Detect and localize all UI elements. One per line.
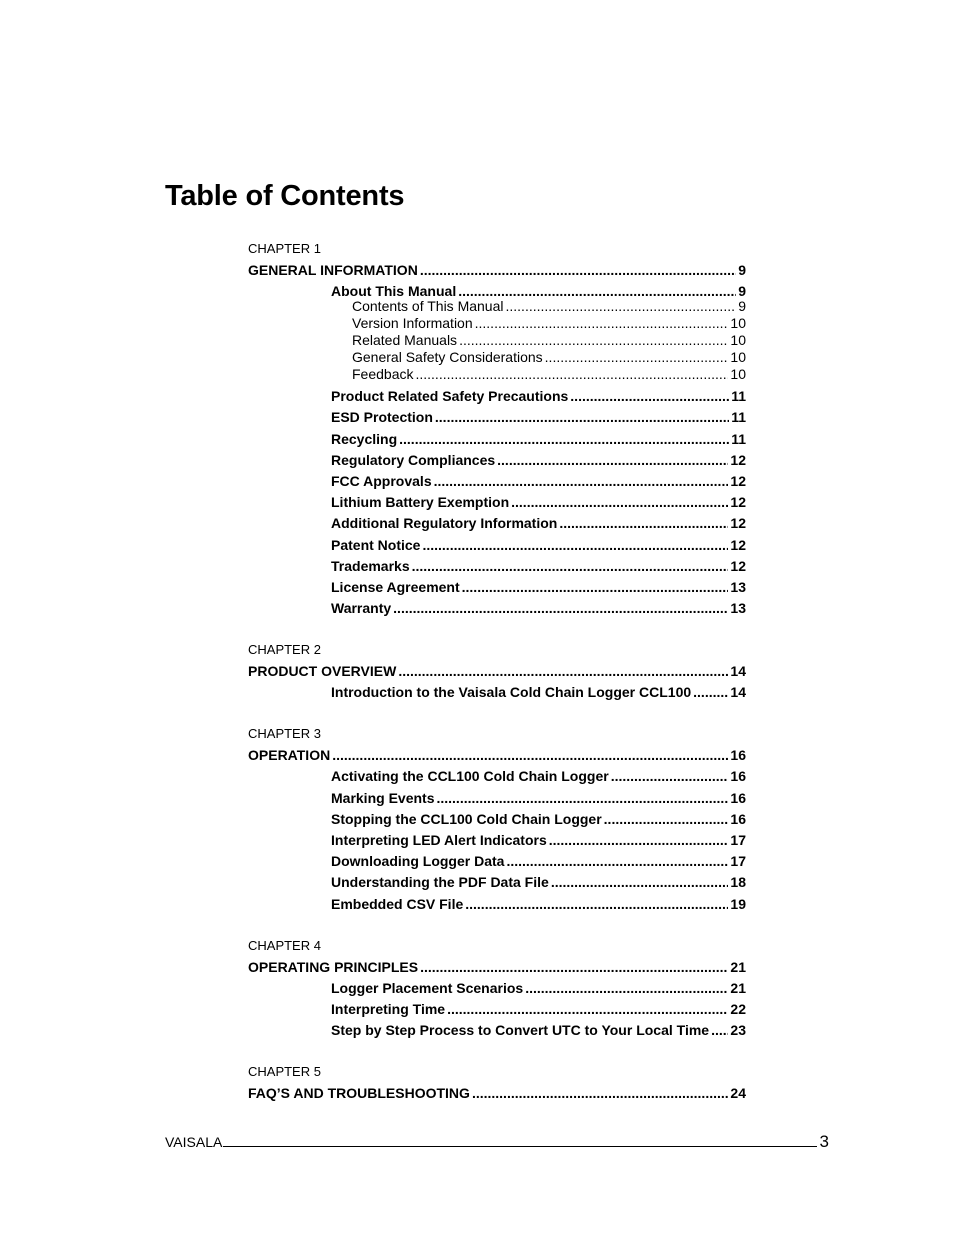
toc-entry-title: Product Related Safety Precautions bbox=[331, 388, 569, 405]
toc-entry-page: 17 bbox=[730, 853, 746, 870]
toc-entry-page: 12 bbox=[730, 494, 746, 511]
page-title: Table of Contents bbox=[165, 180, 405, 212]
toc-entry-page: 23 bbox=[730, 1022, 746, 1039]
toc-entry-title: Downloading Logger Data bbox=[331, 853, 505, 870]
dot-leader bbox=[398, 661, 728, 682]
dot-leader bbox=[475, 315, 729, 332]
dot-leader bbox=[393, 598, 728, 619]
toc-section-entry[interactable] bbox=[331, 535, 746, 556]
toc-entry-title: Warranty bbox=[331, 600, 392, 617]
dot-leader bbox=[511, 492, 728, 513]
dot-leader bbox=[545, 349, 729, 366]
toc-entry-title: PRODUCT OVERVIEW bbox=[248, 663, 397, 680]
toc-entry-page: 16 bbox=[730, 768, 746, 785]
toc-entry-title: GENERAL INFORMATION bbox=[248, 262, 418, 278]
toc-section-entry[interactable] bbox=[331, 429, 746, 450]
chapter-label: CHAPTER 1 bbox=[248, 241, 321, 256]
toc-entry-page: 19 bbox=[730, 895, 746, 912]
toc-section-entry[interactable] bbox=[331, 598, 746, 619]
footer-brand: VAISALA bbox=[165, 1134, 223, 1150]
chapter-heading[interactable] bbox=[248, 1083, 746, 1104]
toc-entry-title: Version Information bbox=[352, 315, 473, 332]
chapter-section bbox=[248, 641, 746, 703]
chapter-section bbox=[248, 937, 746, 1042]
toc-entry-title: Interpreting LED Alert Indicators bbox=[331, 832, 547, 848]
dot-leader bbox=[497, 450, 728, 471]
page-number: 3 bbox=[819, 1132, 829, 1151]
chapter-label: CHAPTER 4 bbox=[248, 937, 321, 953]
toc-section-entry[interactable] bbox=[331, 386, 746, 407]
toc-section-entry[interactable] bbox=[331, 872, 746, 893]
toc-entry-page: 12 bbox=[730, 472, 746, 489]
toc-entry-title: Activating the CCL100 Cold Chain Logger bbox=[331, 768, 609, 785]
toc-section-entry[interactable] bbox=[331, 766, 746, 787]
toc-section-entry[interactable] bbox=[331, 492, 746, 513]
toc-section-entry[interactable] bbox=[331, 577, 746, 598]
toc-entry-page: 11 bbox=[731, 388, 746, 405]
footer-rule bbox=[223, 1130, 816, 1147]
toc-entry-title: General Safety Considerations bbox=[352, 349, 543, 366]
dot-leader bbox=[332, 745, 728, 766]
toc-entry-page: 10 bbox=[730, 315, 746, 332]
toc-section-entry[interactable] bbox=[331, 407, 746, 428]
toc-entry-page: 10 bbox=[730, 332, 746, 349]
chapter-section bbox=[248, 725, 746, 914]
chapter-heading[interactable] bbox=[248, 745, 746, 766]
toc-entry-page: 11 bbox=[731, 430, 746, 447]
toc-entry-page: 10 bbox=[730, 349, 746, 366]
dot-leader bbox=[422, 535, 728, 556]
chapter-section bbox=[248, 1063, 746, 1104]
toc-entry-title: OPERATING PRINCIPLES bbox=[248, 958, 419, 975]
toc-entry-title: Understanding the PDF Data File bbox=[331, 874, 549, 891]
toc-entry-page: 9 bbox=[738, 283, 746, 299]
dot-leader bbox=[559, 513, 728, 534]
toc-entry-page: 10 bbox=[730, 366, 746, 383]
toc-entry-page: 11 bbox=[731, 409, 746, 426]
toc-subsection-entry[interactable] bbox=[352, 315, 746, 332]
toc-entry-title: Lithium Battery Exemption bbox=[331, 494, 510, 511]
toc-entry-page: 16 bbox=[730, 810, 746, 827]
toc-entry-title: Logger Placement Scenarios bbox=[331, 979, 524, 996]
toc-entry-page: 12 bbox=[730, 515, 746, 532]
toc-section-entry[interactable] bbox=[331, 556, 746, 577]
toc-entry-page: 14 bbox=[730, 684, 746, 701]
dot-leader bbox=[465, 894, 728, 915]
toc-subsection-entry[interactable] bbox=[352, 298, 746, 315]
dot-leader bbox=[459, 332, 728, 349]
dot-leader bbox=[412, 556, 729, 577]
toc-entry-page: 13 bbox=[730, 600, 746, 617]
toc-section-entry[interactable] bbox=[331, 1020, 746, 1041]
toc-entry-page: 21 bbox=[730, 979, 746, 996]
toc-section-entry[interactable] bbox=[331, 978, 746, 999]
toc-entry-page: 12 bbox=[730, 557, 746, 574]
toc-entry-page: 13 bbox=[730, 578, 746, 595]
toc-entry-title: Related Manuals bbox=[352, 332, 458, 349]
dot-leader bbox=[399, 429, 729, 450]
dot-leader bbox=[415, 366, 728, 383]
chapter-section bbox=[248, 240, 746, 619]
toc-entry-title: License Agreement bbox=[331, 578, 460, 595]
dot-leader bbox=[711, 1020, 728, 1041]
toc-entry-page: 9 bbox=[738, 262, 746, 278]
chapter-label: CHAPTER 5 bbox=[248, 1064, 321, 1080]
toc-entry-page: 24 bbox=[730, 1085, 746, 1102]
toc-section-entry[interactable] bbox=[331, 851, 746, 872]
toc-entry-title: Embedded CSV File bbox=[331, 895, 464, 912]
toc-subsection-entry[interactable] bbox=[352, 349, 746, 366]
toc-entry-page: 18 bbox=[730, 874, 746, 891]
dot-leader bbox=[420, 957, 728, 978]
toc-entry-page: 17 bbox=[730, 832, 746, 848]
dot-leader bbox=[472, 1083, 728, 1104]
chapter-label: CHAPTER 3 bbox=[248, 726, 321, 742]
toc-entry-title: Recycling bbox=[331, 430, 398, 447]
toc-entry-title: Additional Regulatory Information bbox=[331, 515, 558, 532]
toc-section-entry[interactable] bbox=[331, 830, 746, 851]
toc-section-entry[interactable] bbox=[331, 809, 746, 830]
toc-entry-title: Feedback bbox=[352, 366, 414, 383]
chapter-heading[interactable] bbox=[248, 260, 746, 281]
dot-leader bbox=[420, 260, 736, 281]
toc-entry-title: Stopping the CCL100 Cold Chain Logger bbox=[331, 810, 602, 827]
toc-entry-title: FCC Approvals bbox=[331, 472, 432, 489]
toc-entry-title: Trademarks bbox=[331, 557, 410, 574]
dot-leader bbox=[506, 851, 728, 872]
toc-entry-title: Step by Step Process to Convert UTC to Your Local Time bbox=[331, 1022, 710, 1039]
toc-section-entry[interactable] bbox=[331, 450, 746, 471]
dot-leader bbox=[462, 577, 729, 598]
toc-entry-page: 21 bbox=[730, 958, 746, 975]
dot-leader bbox=[693, 682, 728, 703]
toc-entry-title: OPERATION bbox=[248, 747, 331, 764]
dot-leader bbox=[435, 407, 729, 428]
dot-leader bbox=[570, 386, 729, 407]
toc-entry-page: 16 bbox=[730, 747, 746, 764]
toc-section-entry[interactable] bbox=[331, 682, 746, 703]
toc-section-entry[interactable] bbox=[331, 894, 746, 915]
toc-section-entry[interactable] bbox=[331, 788, 746, 809]
table-of-contents bbox=[248, 240, 746, 1104]
dot-leader bbox=[604, 809, 729, 830]
toc-subsection-entry[interactable] bbox=[352, 332, 746, 349]
toc-section-entry[interactable] bbox=[331, 513, 746, 534]
toc-entry-title: About This Manual bbox=[331, 283, 457, 299]
toc-section-entry[interactable] bbox=[331, 471, 746, 492]
toc-entry-title: Contents of This Manual bbox=[352, 298, 504, 315]
toc-entry-title: ESD Protection bbox=[331, 409, 433, 426]
toc-entry-page: 14 bbox=[730, 663, 746, 680]
dot-leader bbox=[549, 830, 729, 851]
toc-entry-page: 16 bbox=[730, 789, 746, 806]
toc-section-entry[interactable] bbox=[331, 999, 746, 1020]
toc-entry-title: FAQ’S AND TROUBLESHOOTING bbox=[248, 1085, 470, 1102]
dot-leader bbox=[436, 788, 728, 809]
toc-subsection-entry[interactable] bbox=[352, 366, 746, 383]
toc-entry-page: 12 bbox=[730, 451, 746, 468]
toc-entry-page: 12 bbox=[730, 536, 746, 553]
page-footer bbox=[165, 1130, 829, 1152]
dot-leader bbox=[611, 766, 729, 787]
toc-entry-title: Marking Events bbox=[331, 789, 435, 806]
toc-entry-title: Interpreting Time bbox=[331, 1000, 446, 1017]
toc-entry-title: Introduction to the Vaisala Cold Chain Logger CCL100 bbox=[331, 684, 692, 701]
chapter-heading[interactable] bbox=[248, 661, 746, 682]
chapter-heading[interactable] bbox=[248, 957, 746, 978]
toc-entry-title: Patent Notice bbox=[331, 536, 421, 553]
dot-leader bbox=[525, 978, 728, 999]
chapter-label: CHAPTER 2 bbox=[248, 642, 321, 658]
dot-leader bbox=[447, 999, 728, 1020]
toc-entry-page: 22 bbox=[730, 1000, 746, 1017]
dot-leader bbox=[551, 872, 729, 893]
dot-leader bbox=[506, 298, 737, 315]
dot-leader bbox=[434, 471, 729, 492]
toc-entry-page: 9 bbox=[738, 298, 746, 315]
toc-entry-title: Regulatory Compliances bbox=[331, 451, 496, 468]
